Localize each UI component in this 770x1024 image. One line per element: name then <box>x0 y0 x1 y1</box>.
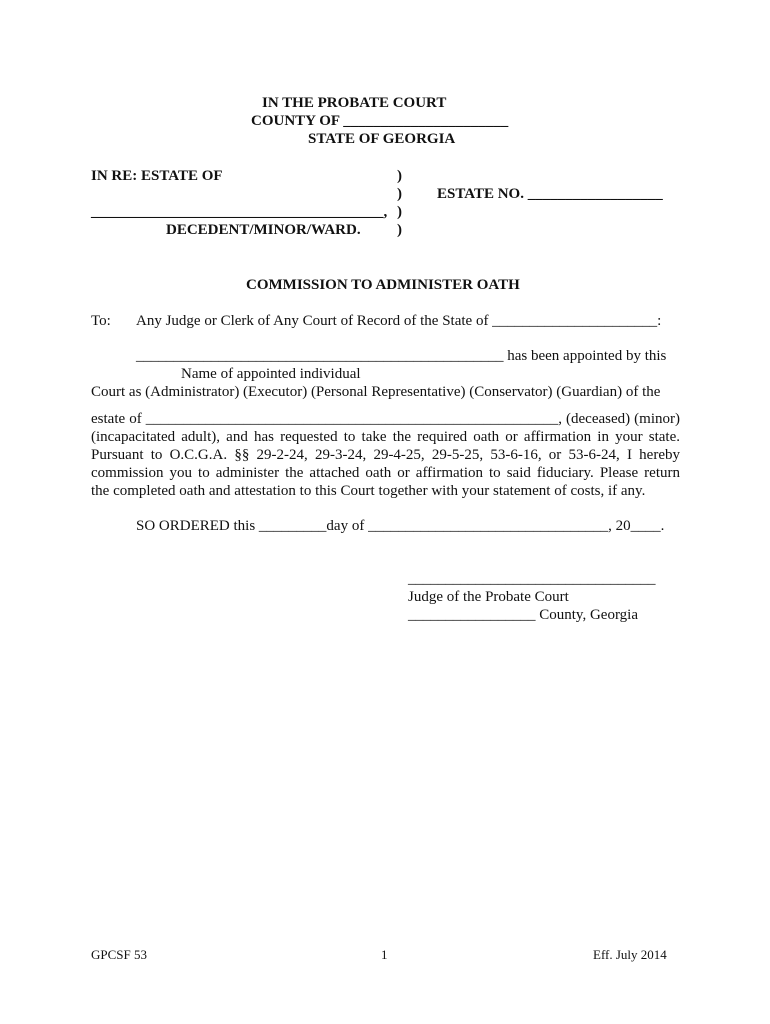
body-line-3: Pursuant to O.C.G.A. §§ 29-2-24, 29-3-24, 29-4-25, 29-5-25, 53-6-16, or 53-6-24, I hereby <box>91 447 680 463</box>
caption-estate-no: ESTATE NO. __________________ <box>437 186 663 202</box>
header-county: COUNTY OF ______________________ <box>251 113 509 129</box>
body-line-2: (incapacitated adult), and has requested to take the required oath or affirmation in your state. <box>91 429 680 445</box>
caption-paren-2: ) <box>397 186 402 202</box>
estate-line: estate of _______________________________________________________, (deceased) (minor) <box>91 411 680 427</box>
body-line-4: commission you to administer the attached oath or affirmation to said fiduciary. Please return <box>91 465 680 481</box>
footer-page-number: 1 <box>381 947 388 962</box>
document-title: COMMISSION TO ADMINISTER OATH <box>246 277 520 293</box>
body-line-5: the completed oath and attestation to this Court together with your statement of costs, if any. <box>91 483 646 499</box>
appointee-sublabel: Name of appointed individual <box>181 366 361 382</box>
caption-decedent: DECEDENT/MINOR/WARD. <box>166 222 361 238</box>
signature-line: _________________________________ <box>408 571 656 587</box>
header-court: IN THE PROBATE COURT <box>262 95 447 111</box>
county-georgia: _________________ County, Georgia <box>408 607 638 623</box>
court-as-line: Court as (Administrator) (Executor) (Personal Representative) (Conservator) (Guardian) of the <box>91 384 661 400</box>
to-text: Any Judge or Clerk of Any Court of Record of the State of ______________________: <box>136 313 662 329</box>
caption-paren-1: ) <box>397 168 402 184</box>
footer-form-id: GPCSF 53 <box>91 947 147 962</box>
caption-paren-3: ) <box>397 204 402 220</box>
judge-title: Judge of the Probate Court <box>408 589 569 605</box>
caption-paren-4: ) <box>397 222 402 238</box>
caption-blank-line: _______________________________________, <box>91 204 388 220</box>
header-state: STATE OF GEORGIA <box>308 131 456 147</box>
footer-effective-date: Eff. July 2014 <box>593 947 667 962</box>
appointee-line: _________________________________________________ has been appointed by this <box>136 348 667 364</box>
so-ordered: SO ORDERED this _________day of ________________________________, 20____. <box>136 518 665 534</box>
caption-in-re: IN RE: ESTATE OF <box>91 168 223 184</box>
to-label: To: <box>91 313 111 329</box>
